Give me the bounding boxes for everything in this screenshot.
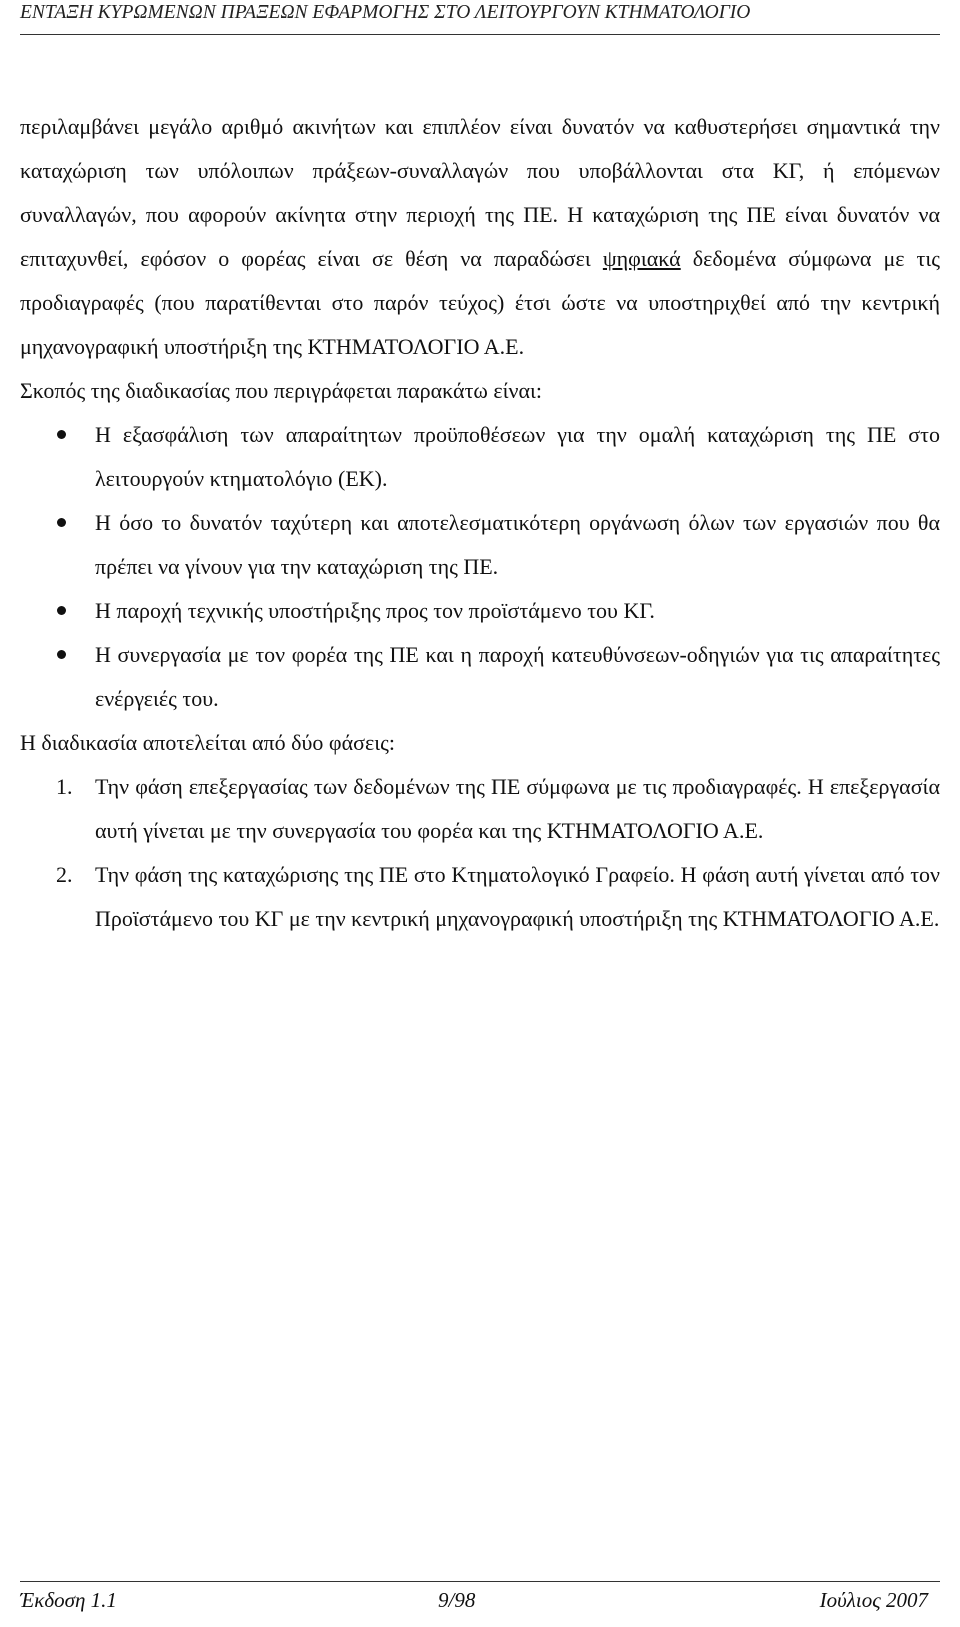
phase-item [20,853,940,941]
bullet-item: Η εξασφάλιση των απαραίτητων προϋποθέσεων για την ομαλή καταχώριση της ΠΕ στο λειτουργούν κτηματολόγιο (ΕΚ). [20,413,940,501]
intro-paragraph [20,105,940,369]
bullet-item: Η όσο το δυνατόν ταχύτερη και αποτελεσματικότερη οργάνωση όλων των εργασιών που θα πρέπει να γίνουν για την καταχώριση της ΠΕ. [20,501,940,589]
bullet-item: Η παροχή τεχνικής υποστήριξης προς τον προϊστάμενο του ΚΓ. [20,589,940,633]
underlined-word: ψηφιακά [602,246,681,271]
header-title: ΕΝΤΑΞΗ ΚΥΡΩΜΕΝΩΝ ΠΡΑΞΕΩΝ ΕΦΑΡΜΟΓΗΣ ΣΤΟ ΛΕΙΤΟΥΡΓΟΥΝ ΚΤΗΜΑΤΟΛΟΓΙΟ [20,2,751,23]
footer-page-number: 9/98 [438,1588,476,1612]
page-header [20,0,940,35]
bullet-item: Η συνεργασία με τον φορέα της ΠΕ και η παροχή κατευθύνσεων-οδηγιών για τις απαραίτητες ενέργειές του. [20,633,940,721]
purpose-bullet-list [20,413,940,721]
footer-date: Ιούλιος 2007 [819,1588,928,1612]
phase-number: 2. [56,862,73,887]
footer-version: Έκδοση 1.1 [20,1588,117,1612]
document-body [20,105,940,941]
page-footer [20,1581,940,1622]
phases-list [20,765,940,941]
phase-number: 1. [56,774,73,799]
phases-intro: Η διαδικασία αποτελείται από δύο φάσεις: [20,730,395,755]
phase-item [20,765,940,853]
phase-text: Την φάση της καταχώρισης της ΠΕ στο Κτηματολογικό Γραφείο. Η φάση αυτή γίνεται από τον Προϊστάμενο του ΚΓ με την κεντρική μηχανογραφική υποστήριξη της ΚΤΗΜΑΤΟΛΟΓΙΟ Α.Ε. [95,862,940,931]
intro-paragraph-text-2: δεδομένα σύμφωνα με τις προδιαγραφές (που παρατίθενται στο παρόν τεύχος) έτσι ώστε να υποστηριχθεί από την κεντρική μηχανογραφική υποστήριξη της ΚΤΗΜΑΤΟΛΟΓΙΟ Α.Ε. [20,246,940,359]
phase-text: Την φάση επεξεργασίας των δεδομένων της ΠΕ σύμφωνα με τις προδιαγραφές. Η επεξεργασία αυτή γίνεται με την συνεργασία του φορέα και της ΚΤΗΜΑΤΟΛΟΓΙΟ Α.Ε. [95,774,940,843]
intro-paragraph-text-1: περιλαμβάνει μεγάλο αριθμό ακινήτων και επιπλέον είναι δυνατόν να καθυστερήσει σημαντικά την καταχώριση των υπόλοιπων πράξεων-συναλλαγών που υποβάλλονται στα ΚΓ, ή επόμενων συναλλαγών, που αφορούν ακίνητα στην περιοχή της ΠΕ. Η καταχώριση της ΠΕ είναι δυνατόν να επιταχυνθεί, εφόσον ο φορέας είναι σε θέση να παραδώσει [20,114,940,271]
purpose-intro: Σκοπός της διαδικασίας που περιγράφεται παρακάτω είναι: [20,378,543,403]
